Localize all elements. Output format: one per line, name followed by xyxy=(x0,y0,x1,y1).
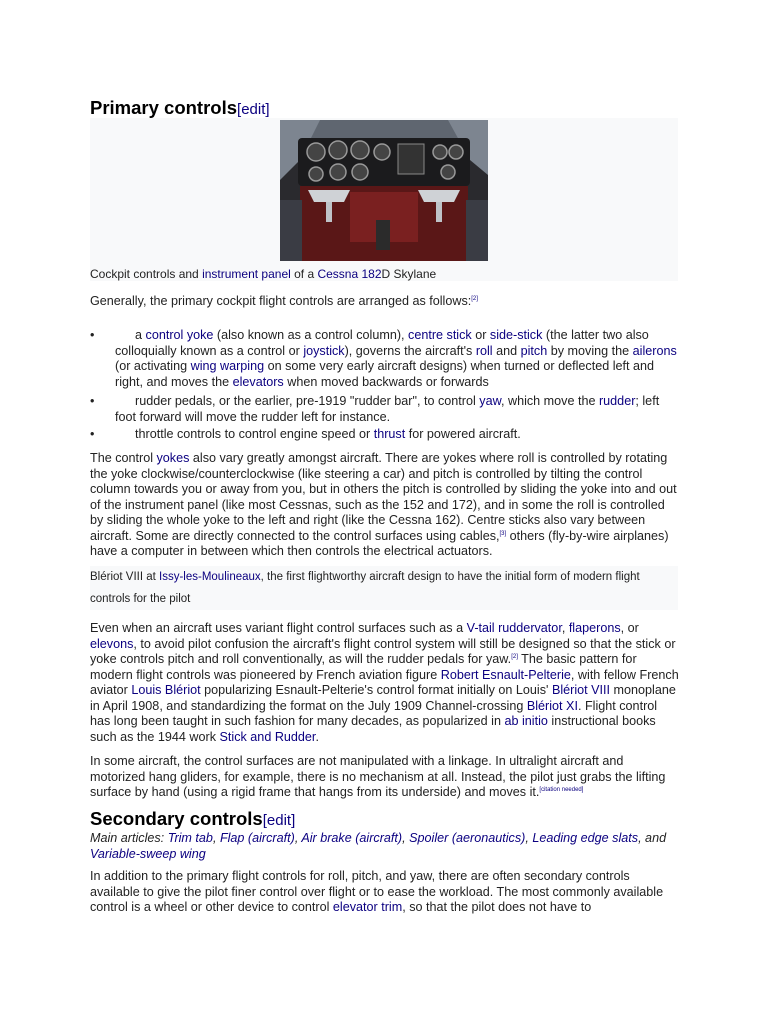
link-robert-esnault-pelterie[interactable]: Robert Esnault-Pelterie xyxy=(440,667,571,682)
link-bleriot-viii[interactable]: Blériot VIII xyxy=(551,683,611,697)
item-text: ), governs the aircraft's xyxy=(344,343,476,358)
item-text: ; left foot forward will move the rudder left for instance. xyxy=(115,394,660,424)
edit-link[interactable]: [edit] xyxy=(262,812,296,829)
cockpit-photo[interactable] xyxy=(280,120,488,261)
reference-link[interactable]: [2] xyxy=(471,296,478,302)
paragraph-text: . Flight control has long been taught in such fashion for many decades, as popularized in xyxy=(90,698,658,728)
paragraph-text: . xyxy=(315,729,319,744)
item-text: or xyxy=(471,328,490,342)
caption-text: Blériot VIII at xyxy=(90,571,160,583)
link-rudder[interactable]: rudder xyxy=(598,394,636,408)
item-text: , which move the xyxy=(500,394,599,408)
item-text: (or activating xyxy=(115,359,191,373)
figure-caption xyxy=(90,267,436,281)
secondary-controls-paragraph xyxy=(90,869,680,916)
link-cessna-182[interactable]: Cessna 182 xyxy=(317,267,382,281)
link-spoiler-aeronautics[interactable]: Spoiler (aeronautics) xyxy=(409,831,526,845)
item-text: a xyxy=(135,328,146,342)
item-text: when moved backwards or forwards xyxy=(283,374,489,389)
item-text: and xyxy=(492,343,521,358)
link-air-brake-aircraft[interactable]: Air brake (aircraft) xyxy=(301,831,403,845)
link-yokes[interactable]: yokes xyxy=(156,451,190,465)
paragraph-text: In addition to the primary flight controls for roll, pitch, and yaw, there are often secondary controls available to give the pilot finer control over flight or to ease the workload. The most commonly available control is a wheel or other device to control xyxy=(90,869,664,914)
paragraph-text: instructional books such as the 1944 work xyxy=(90,714,656,744)
bullet: • xyxy=(90,394,95,408)
caption-text: Cockpit controls and xyxy=(90,267,203,281)
section-title: Secondary controls xyxy=(90,808,263,829)
link-joystick[interactable]: joystick xyxy=(303,343,345,358)
list-item xyxy=(90,328,680,390)
item-text: (also known as a control column), xyxy=(213,328,409,342)
link-roll[interactable]: roll xyxy=(475,343,493,358)
paragraph-text: popularizing Esnault-Pelterie's control format initially on Louis' xyxy=(200,683,552,697)
item-text: throttle controls to control engine speed or xyxy=(135,427,374,441)
paragraph-text: Even when an aircraft uses variant flight control surfaces such as a xyxy=(90,621,467,635)
paragraph-text: The basic pattern for modern flight controls was pioneered by French aviation figure xyxy=(90,652,637,682)
link-yaw[interactable]: yaw xyxy=(479,394,501,408)
link-issy-les-moulineaux[interactable]: Issy-les-Moulineaux xyxy=(159,571,261,583)
note-text: , xyxy=(402,831,410,845)
section-heading-primary-controls xyxy=(90,97,270,119)
link-thrust[interactable]: thrust xyxy=(373,427,406,441)
link-flap-aircraft[interactable]: Flap (aircraft) xyxy=(219,831,295,845)
link-v-tail-ruddervator[interactable]: V-tail ruddervator xyxy=(466,621,562,635)
paragraph-text: monoplane in April 1908, and standardizing the format on the July 1909 Channel-crossing xyxy=(90,683,676,713)
edit-link[interactable]: [edit] xyxy=(237,101,270,118)
note-text: , and xyxy=(638,831,667,845)
link-variable-sweep-wing[interactable]: Variable-sweep wing xyxy=(90,846,206,861)
paragraph-text: , with fellow French aviator xyxy=(90,667,679,697)
link-control-yoke[interactable]: control yoke xyxy=(145,328,214,342)
bullet: • xyxy=(90,427,95,441)
item-text: on some very early aircraft designs) when turned or deflected left and right, and moves the xyxy=(115,359,655,389)
link-trim-tab[interactable]: Trim tab xyxy=(167,831,213,845)
link-pitch[interactable]: pitch xyxy=(520,343,548,358)
paragraph-text: others (fly-by-wire airplanes) have a computer in between which then controls the electrical actuators. xyxy=(90,528,669,558)
note-text: , xyxy=(294,831,302,845)
linkage-paragraph xyxy=(90,754,680,801)
link-wing-warping[interactable]: wing warping xyxy=(190,359,265,373)
citation-needed-link[interactable]: [citation needed] xyxy=(539,787,584,793)
caption-text: D Skylane xyxy=(381,267,437,281)
item-text: by moving the xyxy=(547,343,633,358)
paragraph-text: , so that the pilot does not have to xyxy=(402,900,592,914)
list-item xyxy=(90,394,680,425)
intro-paragraph xyxy=(90,294,478,310)
paragraph-text: In some aircraft, the control surfaces are not manipulated with a linkage. In ultralight aircraft and motorized hang gliders, for example, there is no mechanism at all. Instead, the pilot just grabs the lifting surface by hand (using a rigid frame that hangs from its underside) and moves it. xyxy=(90,754,666,799)
item-text: (the latter two also colloquially known as a control or xyxy=(115,328,649,358)
reference-link[interactable]: [2] xyxy=(511,654,518,660)
main-articles-note xyxy=(90,831,680,862)
link-elevons[interactable]: elevons xyxy=(90,636,134,651)
caption-text: , the first flightworthy aircraft design to have the initial form of modern flight controls for the pilot xyxy=(90,571,640,605)
note-text: Main articles: xyxy=(90,831,168,845)
bullet: • xyxy=(90,328,95,342)
paragraph-text: , or xyxy=(620,621,639,635)
caption-text: of a xyxy=(290,267,318,281)
section-title: Primary controls xyxy=(90,97,238,118)
paragraph-text: Generally, the primary cockpit flight controls are arranged as follows: xyxy=(90,294,472,308)
link-side-stick[interactable]: side-stick xyxy=(489,328,543,342)
reference-link[interactable]: [3] xyxy=(499,530,507,537)
variant-controls-paragraph xyxy=(90,621,680,745)
paragraph-text: also vary greatly amongst aircraft. There are yokes where roll is controlled by rotating the yoke clockwise/counterclockwise (like steering a car) and pitch is controlled by tilting the control column towards you or away from you, but in others the pitch is controlled by sliding the yoke into and out of the instrument panel (like most Cessnas, such as the 152 and 172), and in some the roll is controlled by sliding the whole yoke to the left and right (like the Cessna 162). Centre sticks also vary between aircraft. Some are directly connected to the control surfaces using cables, xyxy=(90,451,677,543)
figure-caption-bleriot xyxy=(90,566,678,610)
paragraph-text: , xyxy=(561,621,569,635)
item-text: for powered aircraft. xyxy=(405,427,521,441)
section-heading-secondary-controls xyxy=(90,808,295,830)
paragraph-text: The control xyxy=(90,451,157,465)
link-bleriot-xi[interactable]: Blériot XI xyxy=(526,698,578,713)
note-text: , xyxy=(212,831,220,845)
paragraph-text: , to avoid pilot confusion the aircraft's flight control system will still be designed so that the stick or yoke controls pitch and roll conventionally, as will the rudder pedals for yaw. xyxy=(90,636,676,666)
link-elevators[interactable]: elevators xyxy=(232,374,284,389)
link-flaperons[interactable]: flaperons xyxy=(568,621,621,635)
item-text: rudder pedals, or the earlier, pre-1919 "rudder bar", to control xyxy=(135,394,480,408)
link-centre-stick[interactable]: centre stick xyxy=(408,328,472,342)
yokes-paragraph xyxy=(90,451,680,560)
link-stick-and-rudder[interactable]: Stick and Rudder xyxy=(219,729,316,744)
link-ailerons[interactable]: ailerons xyxy=(632,343,677,358)
link-elevator-trim[interactable]: elevator trim xyxy=(332,900,403,914)
link-louis-bleriot[interactable]: Louis Blériot xyxy=(131,683,201,697)
link-ab-initio[interactable]: ab initio xyxy=(504,714,548,728)
link-instrument-panel[interactable]: instrument panel xyxy=(202,267,291,281)
note-text: , xyxy=(525,831,533,845)
list-item xyxy=(90,427,680,443)
link-leading-edge-slats[interactable]: Leading edge slats xyxy=(532,831,639,845)
